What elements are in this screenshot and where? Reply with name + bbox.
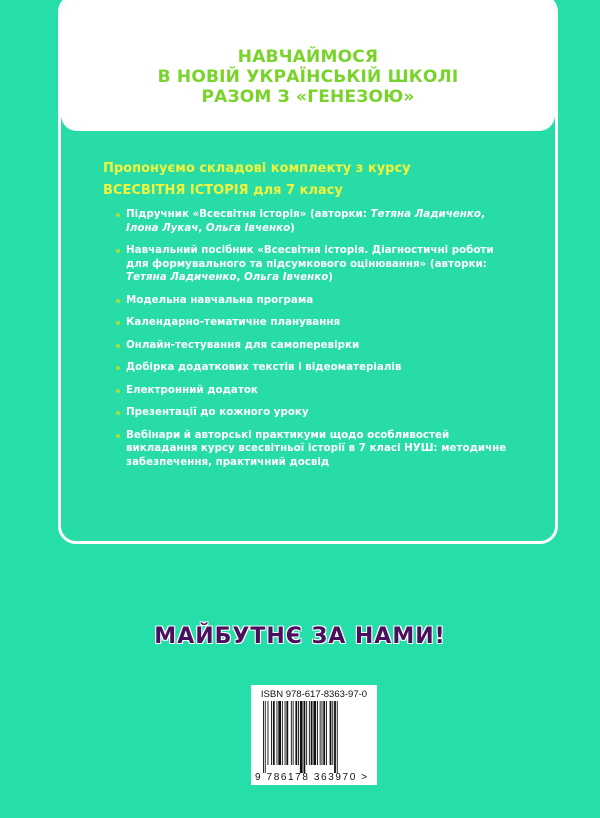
barcode-bar [273,701,275,765]
isbn-digits: 9 786178 363970 > [255,772,369,783]
barcode-bar [286,701,288,765]
bullet-icon [116,411,120,415]
header-title-line: В НОВІЙ УКРАЇНСЬКІЙ ШКОЛІ [157,67,459,87]
barcode-bar [330,701,332,765]
barcode-bar [320,701,321,765]
header-title [61,47,555,107]
list-item: Електронний додаток [116,384,516,398]
barcode-bar [298,701,299,765]
list-item: Презентації до кожного уроку [116,406,516,420]
barcode-bar [322,701,323,765]
barcode-bar [309,701,310,765]
list-item: Онлайн-тестування для самоперевірки [116,339,516,353]
offer-heading [103,158,411,202]
barcode-bar [268,701,269,765]
bullet-icon [116,366,120,370]
bullet-icon [116,321,120,325]
bullet-icon [116,389,120,393]
bullet-icon [116,434,120,438]
list-item: Підручник «Всесвітня історія» (авторки: Тетяна Ладиченко, Ілона Лукач, Ольга Івченко) [116,208,516,235]
barcode-bar [278,701,281,765]
list-item: Вебінари й авторські практикуми щодо особливостей викладання курсу всесвітньої історії в 7 класі НУШ: методичне забезпечення, практичний досвід [116,429,516,470]
barcode-bar [293,701,294,765]
barcode-bar [304,701,306,773]
bullet-icon [116,344,120,348]
barcode-bar [271,701,272,765]
barcode-bar [306,701,307,765]
barcode-bar [323,701,325,765]
bullet-icon [116,299,120,303]
barcode-bars [263,701,367,773]
slogan: МАЙБУТНЄ ЗА НАМИ! [154,624,446,649]
barcode-bar [311,701,313,765]
list-item: Календарно-тематичне планування [116,316,516,330]
barcode-bar [282,701,283,765]
kit-list [116,208,516,478]
bullet-icon [116,213,120,217]
barcode-bar [277,701,278,765]
barcode-bar [291,701,292,765]
barcode-bar [300,701,303,773]
list-item: Добірка додаткових текстів і відеоматеріалів [116,361,516,375]
barcode-bar [326,701,327,765]
bullet-icon [116,249,120,253]
header-title-line: РАЗОМ З «ГЕНЕЗОЮ» [201,87,415,107]
list-item: Навчальний посібник «Всесвітня історія. Діагностичні роботи для формувального та підсумкового оцінювання» (авторки: Тетяна Ладиченко, Ольга Івченко) [116,244,516,285]
barcode-bar [317,701,318,765]
barcode-bar [263,701,264,773]
barcode-bar [337,701,338,773]
barcode-bar [265,701,266,773]
header-panel [61,0,555,131]
barcode-bar [313,701,316,765]
list-item: Модельна навчальна програма [116,294,516,308]
offer-subject: ВСЕСВІТНЯ ІСТОРІЯ [103,183,249,198]
isbn-label: ISBN 978-617-8363-97-0 [260,689,368,700]
barcode-bar [332,701,333,765]
barcode-bar [295,701,297,765]
offer-grade: для 7 класу [248,183,343,198]
header-title-line: НАВЧАЙМОСЯ [237,47,379,67]
offer-line: Пропонуємо складові комплекту з курсу [103,161,411,176]
barcode-bar [334,701,336,773]
isbn-barcode [251,685,377,785]
barcode-bar [285,701,286,765]
